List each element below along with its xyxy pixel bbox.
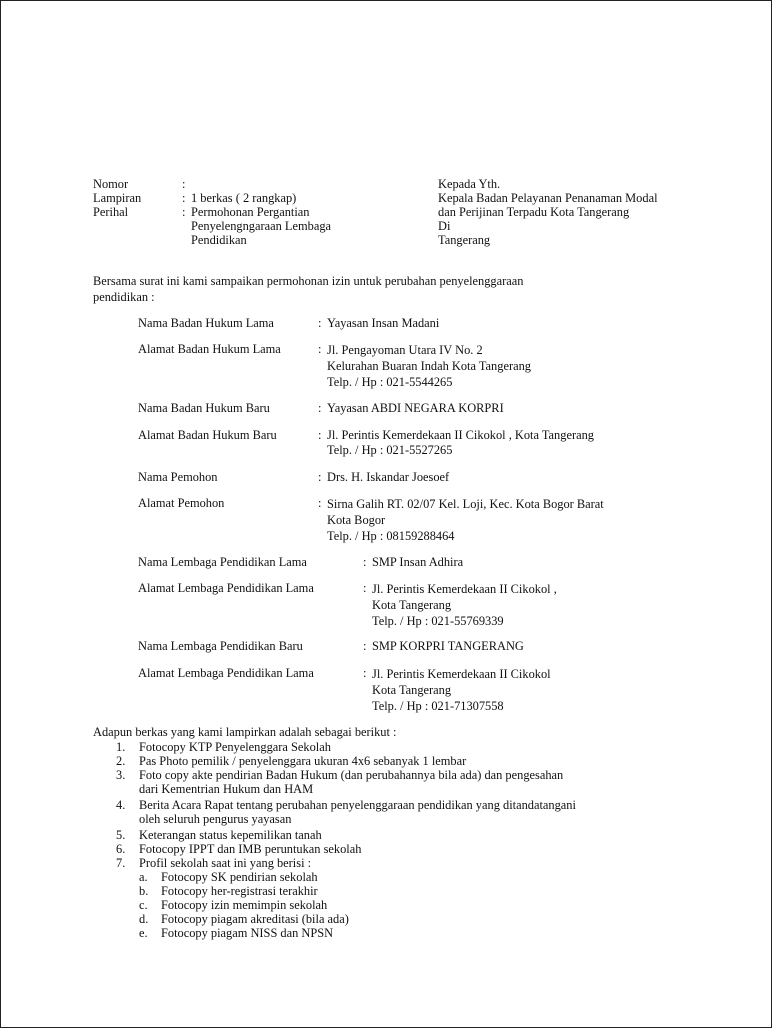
field-value (327, 401, 504, 415)
field-colon: : (363, 581, 367, 595)
field-value (327, 428, 594, 458)
field-value-line: Jl. Perintis Kemerdekaan II Cikokol (372, 667, 551, 681)
field-value-line: Kelurahan Buaran Indah Kota Tangerang (327, 359, 531, 373)
nomor-colon: : (182, 177, 186, 191)
field-value-line: Drs. H. Iskandar Joesoef (327, 470, 450, 484)
perihal-label: Perihal (93, 205, 129, 219)
field-value-line: Yayasan Insan Madani (327, 316, 440, 330)
field-value-line: Yayasan ABDI NEGARA KORPRI (327, 401, 504, 415)
field-colon: : (318, 342, 322, 356)
field-value-line: Telp. / Hp : 08159288464 (327, 529, 455, 543)
field-colon: : (318, 401, 322, 415)
perihal-line: Pendidikan (191, 233, 247, 247)
field-value (327, 496, 604, 544)
subitem-letter: a. (139, 870, 148, 884)
attachment-item (139, 798, 576, 826)
field-colon: : (318, 316, 322, 330)
field-label: Alamat Lembaga Pendidikan Lama (138, 666, 314, 680)
recipient-line: dan Perijinan Terpadu Kota Tangerang (438, 205, 630, 219)
intro-line: pendidikan : (93, 290, 155, 304)
perihal-line: Permohonan Pergantian (191, 205, 310, 219)
field-label: Alamat Badan Hukum Baru (138, 428, 277, 442)
attachment-line: Berita Acara Rapat tentang perubahan penyelenggaraan pendidikan yang ditandatangani (139, 798, 576, 812)
field-label: Nama Lembaga Pendidikan Lama (138, 555, 307, 569)
attachments-intro: Adapun berkas yang kami lampirkan adalah sebagai berikut : (93, 725, 397, 739)
field-colon: : (363, 639, 367, 653)
subitem-letter: c. (139, 898, 148, 912)
attachment-item (139, 842, 361, 856)
field-value-line: Jl. Perintis Kemerdekaan II Cikokol , Kota Tangerang (327, 428, 594, 442)
lampiran-value: 1 berkas ( 2 rangkap) (191, 191, 297, 205)
recipient-line: Tangerang (438, 233, 491, 247)
field-colon: : (318, 428, 322, 442)
nomor-label: Nomor (93, 177, 129, 191)
recipient-block (438, 177, 658, 247)
perihal-line: Penyelengngaraan Lembaga (191, 219, 332, 233)
attachment-item (139, 828, 322, 842)
recipient-line: Di (438, 219, 451, 233)
field-label: Alamat Badan Hukum Lama (138, 342, 281, 356)
attachment-number: 6. (116, 842, 126, 856)
recipient-line: Kepala Badan Pelayanan Penanaman Modal (438, 191, 658, 205)
attachment-line: Foto copy akte pendirian Badan Hukum (dan perubahannya bila ada) dan pengesahan (139, 768, 564, 782)
intro-paragraph (93, 274, 523, 304)
attachment-line: Pas Photo pemilik / penyelenggara ukuran 4x6 sebanyak 1 lembar (139, 754, 467, 768)
attachment-item (139, 856, 311, 870)
attachment-line: dari Kementrian Hukum dan HAM (139, 782, 314, 796)
attachment-line: Profil sekolah saat ini yang berisi : (139, 856, 312, 870)
attachment-line: Fotocopy KTP Penyelenggara Sekolah (139, 740, 331, 754)
field-label: Nama Pemohon (138, 470, 218, 484)
field-label: Alamat Lembaga Pendidikan Lama (138, 581, 314, 595)
attachment-number: 2. (116, 754, 126, 768)
attachment-line: oleh seluruh pengurus yayasan (139, 812, 292, 826)
field-colon: : (363, 666, 367, 680)
field-colon: : (318, 496, 322, 510)
field-label: Nama Badan Hukum Lama (138, 316, 274, 330)
subitem-text: Fotocopy izin memimpin sekolah (161, 898, 328, 912)
field-value-line: Telp. / Hp : 021-5544265 (327, 375, 453, 389)
field-value-line: Telp. / Hp : 021-71307558 (372, 699, 504, 713)
field-value (372, 581, 557, 629)
field-colon: : (318, 470, 322, 484)
field-value (327, 342, 531, 390)
subitem-text: Fotocopy piagam NISS dan NPSN (161, 926, 334, 940)
subitem-text: Fotocopy piagam akreditasi (bila ada) (161, 912, 349, 926)
field-value-line: Kota Tangerang (372, 683, 452, 697)
field-value (327, 470, 449, 484)
subitem-letter: e. (139, 926, 148, 940)
lampiran-colon: : (182, 191, 186, 205)
field-value-line: Telp. / Hp : 021-55769339 (372, 614, 504, 628)
field-value-line: Kota Bogor (327, 513, 386, 527)
field-label: Alamat Pemohon (138, 496, 225, 510)
intro-line: Bersama surat ini kami sampaikan permohonan izin untuk perubahan penyelenggaraan (93, 274, 524, 288)
attachment-number: 5. (116, 828, 126, 842)
perihal-colon: : (182, 205, 186, 219)
attachment-number: 3. (116, 768, 126, 782)
field-value-line: Telp. / Hp : 021-5527265 (327, 443, 453, 457)
field-value-line: SMP Insan Adhira (372, 555, 464, 569)
attachment-number: 4. (116, 798, 126, 812)
subitem-text: Fotocopy SK pendirian sekolah (161, 870, 318, 884)
subitem-letter: b. (139, 884, 149, 898)
attachment-line: Keterangan status kepemilikan tanah (139, 828, 322, 842)
field-value (327, 316, 439, 330)
field-value-line: SMP KORPRI TANGERANG (372, 639, 524, 653)
attachment-item (139, 754, 466, 768)
field-colon: : (363, 555, 367, 569)
field-value (372, 555, 463, 569)
field-value-line: Jl. Pengayoman Utara IV No. 2 (327, 343, 483, 357)
field-value-line: Jl. Perintis Kemerdekaan II Cikokol , (372, 582, 557, 596)
field-value-line: Kota Tangerang (372, 598, 452, 612)
attachment-number: 7. (116, 856, 126, 870)
attachment-line: Fotocopy IPPT dan IMB peruntukan sekolah (139, 842, 362, 856)
attachment-item (139, 740, 331, 754)
field-value (372, 666, 551, 714)
field-value-line: Sirna Galih RT. 02/07 Kel. Loji, Kec. Kota Bogor Barat (327, 497, 604, 511)
attachment-item (139, 768, 563, 796)
subitem-letter: d. (139, 912, 149, 926)
field-label: Nama Lembaga Pendidikan Baru (138, 639, 303, 653)
perihal-value (191, 205, 331, 247)
field-value (372, 639, 524, 653)
recipient-line: Kepada Yth. (438, 177, 501, 191)
field-label: Nama Badan Hukum Baru (138, 401, 270, 415)
subitem-text: Fotocopy her-registrasi terakhir (161, 884, 318, 898)
lampiran-label: Lampiran (93, 191, 142, 205)
attachment-number: 1. (116, 740, 126, 754)
